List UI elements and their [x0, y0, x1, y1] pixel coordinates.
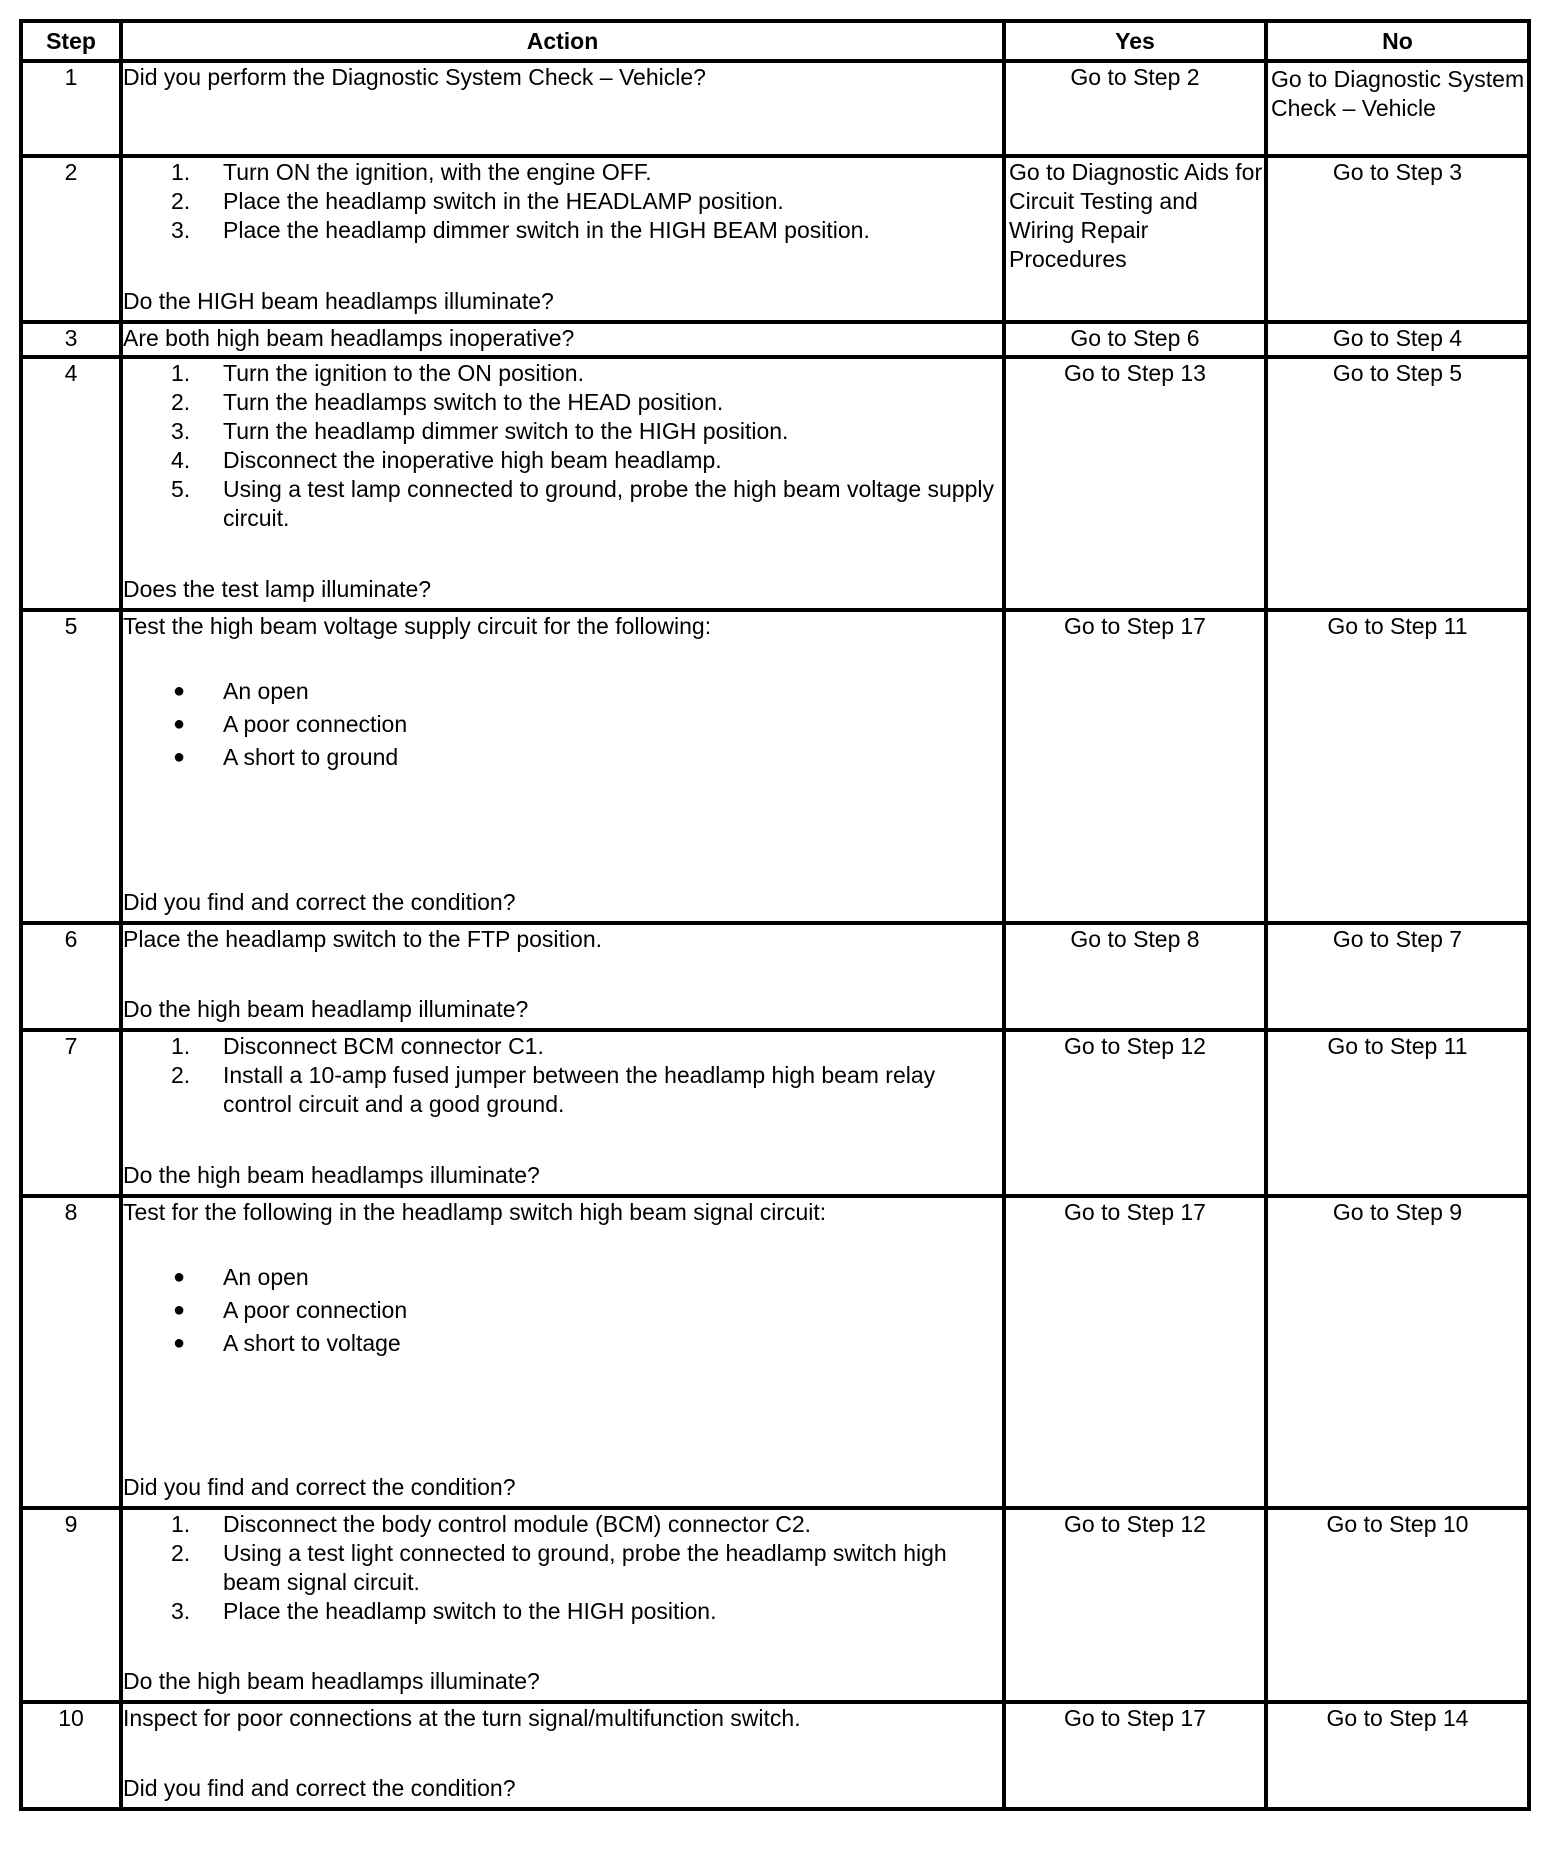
no-cell: Go to Step 5 [1266, 357, 1529, 610]
action-cell [121, 1196, 1004, 1508]
list-item: 3. Turn the headlamp dimmer switch to the HIGH position. [171, 418, 789, 444]
step-number: 1 [21, 61, 121, 156]
list-item: 1. Turn ON the ignition, with the engine OFF. [171, 159, 652, 185]
action-cell [121, 1508, 1004, 1702]
numbered-list [123, 1032, 1002, 1119]
list-item: 1. Disconnect BCM connector C1. [171, 1033, 544, 1059]
action-text: Place the headlamp switch to the FTP position. [123, 926, 603, 952]
list-item: ● A short to ground [173, 744, 399, 770]
numbered-list [123, 158, 1002, 245]
list-item: 5. Using a test lamp connected to ground, probe the high beam voltage supply circuit. [171, 476, 994, 531]
header-row [21, 21, 1529, 61]
no-cell: Go to Step 10 [1266, 1508, 1529, 1702]
question-text: Do the high beam headlamps illuminate? [123, 1668, 540, 1694]
action-text: Inspect for poor connections at the turn signal/multifunction switch. [123, 1705, 801, 1731]
no-cell: Go to Step 3 [1266, 156, 1529, 322]
table-row [21, 1702, 1529, 1809]
yes-cell: Go to Diagnostic Aids for Circuit Testing and Wiring Repair Procedures [1004, 156, 1266, 322]
step-number: 2 [21, 156, 121, 322]
table-row [21, 156, 1529, 322]
yes-cell: Go to Step 17 [1004, 610, 1266, 923]
question-text: Do the high beam headlamp illuminate? [123, 996, 529, 1022]
action-cell [121, 1702, 1004, 1809]
list-item: 1. Disconnect the body control module (BCM) connector C2. [171, 1511, 812, 1537]
question-text: Did you find and correct the condition? [123, 1775, 516, 1801]
list-item: ● A short to voltage [173, 1330, 401, 1356]
step-number: 10 [21, 1702, 121, 1809]
list-item: 4. Disconnect the inoperative high beam headlamp. [171, 447, 722, 473]
action-cell [121, 923, 1004, 1030]
action-text: Test for the following in the headlamp switch high beam signal circuit: [123, 1199, 827, 1225]
numbered-list [123, 359, 1002, 533]
no-cell: Go to Step 14 [1266, 1702, 1529, 1809]
table-row [21, 610, 1529, 923]
header-no: No [1266, 21, 1529, 61]
action-text: Are both high beam headlamps inoperative? [123, 325, 575, 351]
list-item: 2. Install a 10-amp fused jumper between the headlamp high beam relay control circuit and a good ground. [171, 1062, 936, 1117]
yes-cell: Go to Step 13 [1004, 357, 1266, 610]
list-item: ● A poor connection [173, 711, 408, 737]
yes-cell: Go to Step 2 [1004, 61, 1266, 156]
step-number: 5 [21, 610, 121, 923]
list-item: 2. Turn the headlamps switch to the HEAD position. [171, 389, 724, 415]
question-text: Did you find and correct the condition? [123, 889, 516, 915]
action-cell [121, 610, 1004, 923]
list-item: 1. Turn the ignition to the ON position. [171, 360, 584, 386]
table-row [21, 923, 1529, 1030]
step-number: 9 [21, 1508, 121, 1702]
header-yes: Yes [1004, 21, 1266, 61]
list-item: 2. Using a test light connected to ground, probe the headlamp switch high beam signal circuit. [171, 1540, 947, 1595]
step-number: 4 [21, 357, 121, 610]
action-cell [121, 61, 1004, 156]
list-item: 2. Place the headlamp switch in the HEADLAMP position. [171, 188, 784, 214]
step-number: 3 [21, 322, 121, 357]
list-item: ● An open [173, 1264, 309, 1290]
no-cell: Go to Step 4 [1266, 322, 1529, 357]
table-row [21, 357, 1529, 610]
table-row [21, 322, 1529, 357]
header-action: Action [121, 21, 1004, 61]
action-cell [121, 357, 1004, 610]
list-item: 3. Place the headlamp switch to the HIGH position. [171, 1598, 717, 1624]
no-cell: Go to Step 9 [1266, 1196, 1529, 1508]
action-text: Test the high beam voltage supply circuit for the following: [123, 613, 712, 639]
header-step: Step [21, 21, 121, 61]
yes-cell: Go to Step 12 [1004, 1030, 1266, 1196]
yes-cell: Go to Step 6 [1004, 322, 1266, 357]
list-item: ● An open [173, 678, 309, 704]
action-text: Did you perform the Diagnostic System Check – Vehicle? [123, 64, 706, 90]
yes-cell: Go to Step 8 [1004, 923, 1266, 1030]
numbered-list [123, 1510, 1002, 1626]
step-number: 7 [21, 1030, 121, 1196]
table-row [21, 61, 1529, 156]
table-row [21, 1030, 1529, 1196]
no-cell: Go to Step 11 [1266, 1030, 1529, 1196]
bullet-list [123, 1261, 1002, 1360]
table-row [21, 1508, 1529, 1702]
question-text: Does the test lamp illuminate? [123, 576, 432, 602]
no-cell: Go to Step 7 [1266, 923, 1529, 1030]
action-cell [121, 1030, 1004, 1196]
no-cell: Go to Step 11 [1266, 610, 1529, 923]
list-item: ● A poor connection [173, 1297, 408, 1323]
step-number: 6 [21, 923, 121, 1030]
yes-cell: Go to Step 17 [1004, 1196, 1266, 1508]
yes-cell: Go to Step 12 [1004, 1508, 1266, 1702]
question-text: Did you find and correct the condition? [123, 1474, 516, 1500]
diagnostic-table [19, 19, 1531, 1811]
no-cell: Go to Diagnostic System Check – Vehicle [1266, 61, 1529, 156]
table-row [21, 1196, 1529, 1508]
question-text: Do the HIGH beam headlamps illuminate? [123, 288, 554, 314]
question-text: Do the high beam headlamps illuminate? [123, 1162, 540, 1188]
bullet-list [123, 675, 1002, 774]
action-cell [121, 322, 1004, 357]
yes-cell: Go to Step 17 [1004, 1702, 1266, 1809]
list-item: 3. Place the headlamp dimmer switch in the HIGH BEAM position. [171, 217, 870, 243]
action-cell [121, 156, 1004, 322]
step-number: 8 [21, 1196, 121, 1508]
